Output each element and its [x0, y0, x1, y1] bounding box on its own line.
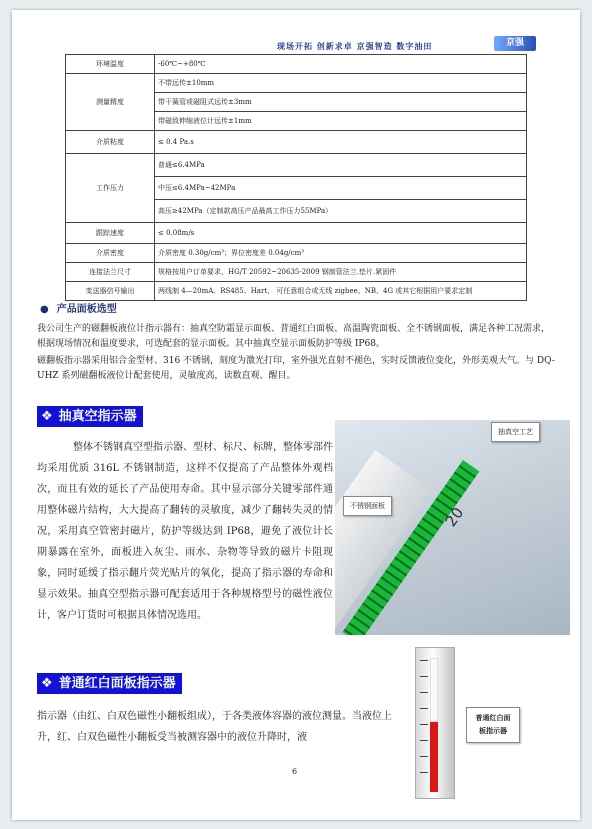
page-number: 6 [292, 767, 298, 776]
bullet-icon: ● [40, 304, 49, 315]
table-row [66, 154, 527, 177]
callout-redwhite: 普通红白面板指示器 [466, 707, 520, 743]
table-row [66, 223, 527, 244]
spec-value: 两线制 4—20mA、RS485、Hart、 可任意组合或无线 zigbee、NB、4G 或其它根据用户要求定制 [155, 282, 527, 301]
redwhite-body-text: 指示器（由红、白双色磁性小翻板组成），于各类液体容器的液位测量。当液位上升，红、白双色磁性小翻板受当被测容器中的液位升降时，液 [37, 711, 392, 743]
vacuum-body [37, 437, 333, 626]
spec-value: 高压≥42MPa（定制款高压产品最高工作压力55MPa） [155, 200, 527, 223]
table-row [66, 74, 527, 93]
gauge-tick [420, 692, 428, 693]
spec-value: 普通≤6.4MPa [155, 154, 527, 177]
vacuum-indicator-photo [335, 420, 570, 635]
spec-value: 带磁致伸缩液位计远传±1mm [155, 112, 527, 131]
diamond-bullet-icon: ❖ [41, 409, 53, 424]
header-slogan: 现场开拓 创新求卓 京强智造 数字油田 [277, 42, 433, 51]
intro-paragraph-2: 磁翻板指示器采用铝合金型材、316 不锈钢，刻度为激光打印，室外强光直射不褪色，实时反馈液位变化，外形美观大气。与 DQ-UHZ 系列磁翻板液位计配套使用，灵敏度高，读数直观、醒目。 [37, 356, 555, 381]
gauge-tick [420, 676, 428, 677]
spec-value: -60℃~+80℃ [155, 55, 527, 74]
spec-label: 跟踪速度 [66, 223, 155, 244]
spec-table [65, 54, 527, 301]
banner-title: 抽真空指示器 [58, 409, 137, 424]
diamond-bullet-icon: ❖ [41, 676, 53, 691]
gauge-tick [420, 740, 428, 741]
table-row [66, 55, 527, 74]
callout-process: 抽真空工艺 [491, 422, 540, 442]
vacuum-banner [37, 406, 143, 427]
red-flaps [430, 722, 438, 792]
callout-panel: 不锈钢面板 [343, 496, 392, 516]
spec-label: 连接法兰尺寸 [66, 263, 155, 282]
redwhite-banner [37, 673, 182, 694]
redwhite-gauge-photo [415, 647, 455, 799]
redwhite-body [37, 706, 397, 748]
spec-label: 工作压力 [66, 154, 155, 223]
intro-paragraph: 我公司生产的磁翻板液位计指示器有：抽真空防霜显示面板、普通红白面板、高温陶瓷面板、全不锈钢面板，满足各种工况需求，根据现场情况和温度要求，可选配套的显示面板。其中抽真空显示面板防护等级 IP68。 [37, 324, 551, 349]
spec-value: ≤ 0.4 Pa.s [155, 131, 527, 154]
vacuum-body-text: 整体不锈钢真空型指示器、型材、标尺、标牌，整体零部件均采用优质 316L 不锈钢制造，这样不仅提高了产品整体外观档次，而且有效的延长了产品使用寿命。其中显示部分关键零部件通用整体磁片结构，大大提高了翻转的灵敏度，减少了翻转失灵的情况，采用真空管密封磁片，防护等级达到 IP68，避免了液位计长期暴露在室外，面板进入灰尘、雨水、杂物等导致的磁片卡阻现象，同时延缓了指示翻片荧光贴片的氧化，提高了指示器的寿命和显示效果。抽真空型指示器可配套适用于各种规格型号的磁性液位计，客户订货时可根据具体情况选用。 [37, 442, 333, 621]
spec-label: 变送器信号输出 [66, 282, 155, 301]
table-row [66, 131, 527, 154]
spec-value: 带干簧管或磁阻式远传±3mm [155, 93, 527, 112]
spec-value: ≤ 0.08m/s [155, 223, 527, 244]
section-heading [40, 300, 117, 315]
spec-label: 介质粘度 [66, 131, 155, 154]
section-title: 产品面板选型 [56, 304, 117, 315]
spec-value: 中压≤6.4MPa~42MPa [155, 177, 527, 200]
table-row [66, 244, 527, 263]
table-row [66, 263, 527, 282]
table-row [66, 282, 527, 301]
gauge-tick [420, 772, 428, 773]
spec-value: 不带远传±10mm [155, 74, 527, 93]
white-flaps [430, 658, 438, 722]
gauge-tick [420, 724, 428, 725]
spec-value: 介质密度 0.30g/cm³；界位密度差 0.04g/cm³ [155, 244, 527, 263]
gauge-tick [420, 708, 428, 709]
company-logo: 京强 [494, 36, 536, 51]
spec-label: 介质密度 [66, 244, 155, 263]
spec-value: 规格按用户订单要求，HG/T 20592~20635-2009 钢制管法兰.垫片.紧固件 [155, 263, 527, 282]
gauge-tick [420, 660, 428, 661]
spec-label: 测量精度 [66, 74, 155, 131]
banner-title: 普通红白面板指示器 [58, 676, 176, 691]
gauge-tick [420, 756, 428, 757]
scale-number: 20 [441, 504, 468, 530]
spec-label: 环境温度 [66, 55, 155, 74]
